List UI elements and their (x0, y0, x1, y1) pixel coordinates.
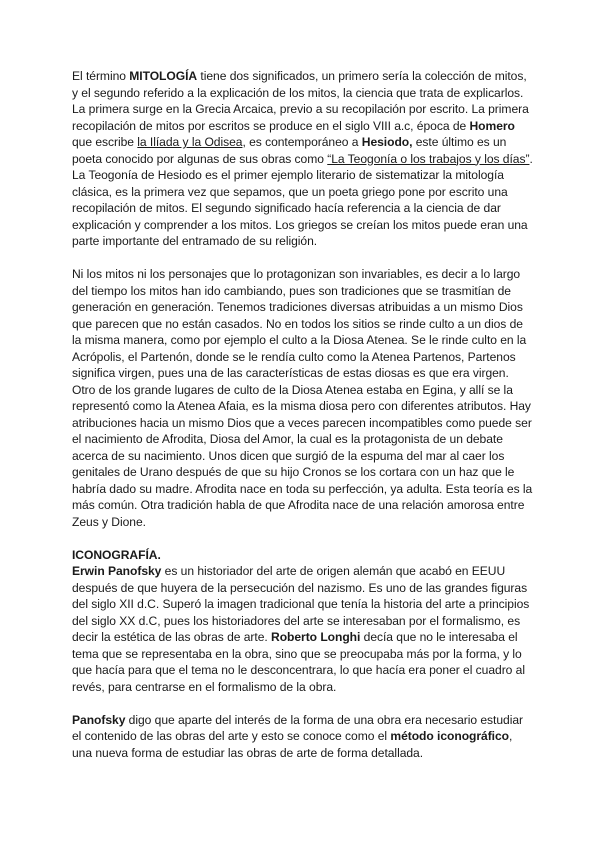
name-panofsky: Panofsky (72, 712, 126, 727)
text-run: , una nueva forma de estudiar las obras de arte de forma detallada. (72, 729, 513, 760)
term-mitologia: MITOLOGÍA (129, 69, 198, 83)
paragraph-mitos: Ni los mitos ni los personajes que lo protagonizan son invariables, es decir a lo largo del tiempo los mitos han ido cambiando, pues son tradiciones que se trasmitían de generación en generación. Tenemos tradiciones diversas atribuidas a un mismo Dios que parecen que no están casados. No en todos los sitios se rinde culto a un dios de la misma manera, como por ejemplo el culto a la Diosa Atenea. Se le rinde culto en la Acrópolis, el Partenón, donde se le rendía culto como la Atenea Partenos, Partenos significa virgen, pues una de las características de estas diosas es que era virgen. Otro de los grande lugares de culto de la Diosa Atenea estaba en Egina, y allí se la representó como la Atenea Afaia, es la misma diosa pero con diferentes atributos. Hay atribuciones hacia un mismo Dios que a veces parecen incompatibles como puede ser el nacimiento de Afrodita, Diosa del Amor, la cual es la protagonista de un debate acerca de su nacimiento. Unos dicen que surgió de la espuma del mar al caer los genitales de Urano después de que su hijo Cronos se los cortara con un haz que le habría dado su madre. Afrodita nace en toda su perfección, ya adulta. Esta teoría es la más común. Otra tradición habla de que Afrodita nace de una relación amorosa entre Zeus y Dione. (72, 267, 533, 529)
paragraph-metodo (72, 712, 534, 762)
text-run: digo que aparte del interés de la forma de una obra era necesario estudiar el contenido de las obras del arte y esto se conoce como el (72, 712, 523, 743)
paragraph-panofsky (72, 563, 534, 695)
paragraph-mitologia (72, 68, 534, 250)
document-body (72, 68, 534, 761)
text-run: El término (72, 69, 130, 83)
name-roberto-longhi: Roberto Longhi (271, 630, 361, 644)
work-teogonia: “La Teogonía o los trabajos y los días” (327, 151, 530, 166)
text-run: que escribe (72, 135, 138, 149)
text-run: , es contemporáneo a (242, 135, 362, 149)
text-run: este último es un poeta conocido por algunas de sus obras como (72, 135, 507, 166)
text-run: decía que no le interesaba el tema que se representaba en la obra, sino que se preocupaba más por la forma, y lo que hacía para que el tema no le desconcentrara, lo que hacía era poner el cuadro al revés, para centrarse en el formalismo de la obra. (72, 630, 525, 694)
text-run: . La Teogonía de Hesiodo es el primer ejemplo literario de sistematizar la mitología clásica, es la primera vez que sepamos, que un poeta griego pone por escrito una recopilación de mitos. El segundo significado hacía referencia a la ciencia de dar explicación y comprender a los mitos. Los griegos se creían los mitos puede eran una parte importante del entramado de su religión. (72, 151, 533, 248)
paragraph-spacer (72, 250, 534, 267)
name-erwin-panofsky: Erwin Panofsky (72, 564, 162, 578)
paragraph-spacer (72, 530, 534, 547)
text-run: tiene dos significados, un primero sería la colección de mitos, y el segundo referido a la explicación de los mitos, la ciencia que trata de explicarlos. La primera surge en la Grecia Arcaica, previo a su recopilación por escrito. La primera recopilación de mitos por escritos se produce en el siglo VIII a.c, época de (72, 69, 529, 133)
section-heading-iconografia: ICONOGRAFÍA. (72, 547, 161, 562)
paragraph-spacer (72, 695, 534, 712)
name-homero: Homero (469, 118, 515, 133)
text-run: es un historiador del arte de origen alemán que acabó en EEUU después de que huyera de la persecución del nazismo. Es uno de las grandes figuras del siglo XII d.C. Superó la imagen tradicional que tenía la historia del arte a principios del siglo XX d.C, pues los historiadores del arte se interesaban por el formalismo, es decir la estética de las obras de arte. (72, 564, 530, 644)
name-hesiodo: Hesiodo, (361, 135, 413, 149)
term-metodo-iconografico: método iconográfico (390, 729, 510, 743)
work-iliada: la Ilíada y la Odisea (137, 135, 243, 149)
